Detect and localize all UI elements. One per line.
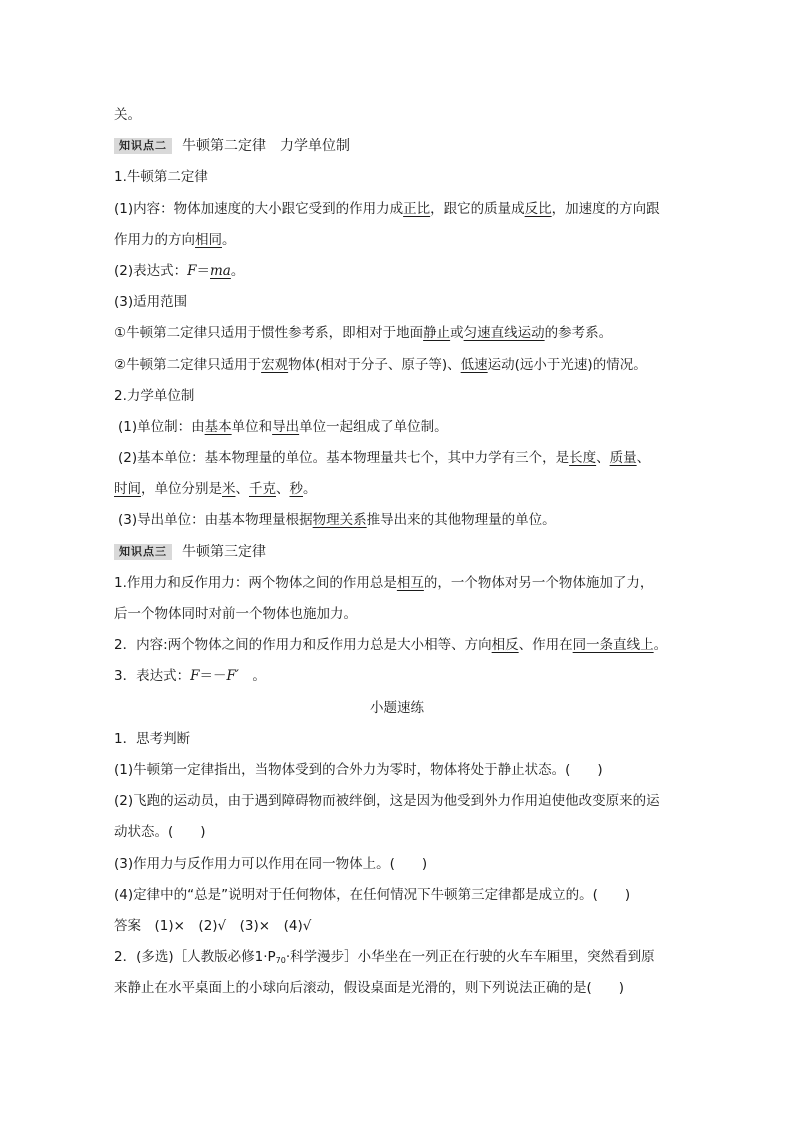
text: 或 — [450, 325, 464, 342]
text-line — [114, 100, 680, 131]
answer-blank: 匀速直线运动 — [463, 325, 545, 342]
answer-blank: 物理关系 — [312, 512, 367, 529]
text: (2)基本单位：基本物理量的单位。基本物理量共七个，其中力学有三个，是 — [118, 450, 570, 467]
text: ＝－ — [199, 668, 227, 685]
section-title: 牛顿第三定律 — [182, 543, 266, 560]
text: 。 — [238, 668, 266, 685]
knowledge-tag: 知识点二 — [114, 138, 172, 154]
text: 后一个物体同时对前一个物体也施加力。 — [114, 606, 357, 622]
text: (1)牛顿第一定律指出，当物体受到的合外力为零时，物体将处于静止状态。( ) — [114, 761, 603, 778]
text: 、 — [596, 450, 610, 467]
text: 、 — [636, 450, 651, 467]
question-item — [114, 817, 680, 848]
subheading — [114, 381, 680, 412]
text: 2.力学单位制 — [114, 387, 195, 404]
text: (4)定律中的“总是”说明对于任何物体，在任何情况下牛顿第三定律都是成立的。( ) — [114, 886, 631, 903]
text: (2)表达式： — [114, 262, 188, 279]
text: (3)导出单位：由基本物理量根据 — [118, 512, 313, 529]
answer-blank: 长度 — [569, 450, 597, 467]
text: (2)飞跑的运动员，由于遇到障碍物而被绊倒，这是因为他受到外力作用迫使他改变原来的运 — [114, 793, 660, 810]
answer-blank: 相互 — [396, 574, 424, 591]
text-line — [114, 194, 680, 225]
text-line — [114, 287, 680, 318]
answer-blank: 千克 — [249, 481, 276, 498]
text: (3)作用力与反作用力可以作用在同一物体上。( ) — [114, 855, 428, 872]
question — [114, 724, 680, 755]
text: 小题速练 — [370, 699, 424, 716]
text: (3)适用范围 — [114, 294, 188, 311]
text: 的，一个物体对另一个物体施加了力， — [423, 574, 654, 591]
text: 1.牛顿第二定律 — [114, 169, 208, 186]
section-title: 牛顿第二定律 力学单位制 — [182, 138, 350, 155]
text: 推导出来的其他物理量的单位。 — [366, 512, 556, 529]
text: (1)内容：物体加速度的大小跟它受到的作用力成 — [114, 200, 404, 217]
text: ·科学漫步］小华坐在一列正在行驶的火车车厢里，突然看到原 — [285, 949, 655, 966]
text: 、 — [235, 481, 249, 498]
answer-blank: 静止 — [423, 325, 451, 342]
page-subscript: 70 — [275, 956, 286, 966]
text-line — [114, 225, 680, 256]
text: 答案 (1)× (2)√ (3)× (4)√ — [114, 917, 312, 934]
text: 1.作用力和反作用力：两个物体之间的作用总是 — [114, 574, 397, 591]
text: 运动(远小于光速)的情况。 — [487, 356, 647, 373]
text: 、作用在 — [518, 637, 573, 654]
text: 单位和 — [231, 418, 273, 435]
text: ②牛顿第二定律只适用于 — [114, 356, 262, 373]
text-line — [114, 318, 680, 349]
answer-blank: 基本 — [204, 418, 232, 435]
text: 作用力的方向 — [114, 231, 195, 248]
formula: F — [187, 262, 197, 279]
text-line — [114, 474, 680, 505]
text-line — [114, 568, 680, 599]
question-item — [114, 849, 680, 880]
answer-blank: 宏观 — [261, 356, 289, 373]
answer-blank: 质量 — [609, 450, 637, 467]
text-line — [114, 256, 680, 287]
text-line — [114, 443, 680, 474]
question — [114, 942, 680, 973]
text: (1)单位制：由 — [118, 418, 205, 435]
answer-blank: 秒 — [289, 481, 303, 498]
text: ＝ — [196, 262, 210, 279]
text: 。 — [230, 262, 245, 279]
text: 单位一起组成了单位制。 — [299, 418, 448, 435]
text-line — [114, 505, 680, 536]
question — [114, 973, 680, 1004]
answer-blank: 相同 — [195, 231, 222, 248]
text: 物体(相对于分子、原子等)、 — [288, 356, 461, 373]
text: ，单位分别是 — [141, 481, 222, 498]
text: 。 — [222, 231, 236, 248]
section-heading-k3 — [114, 537, 680, 568]
text: ，加速度的方向跟 — [551, 200, 660, 217]
subheading — [114, 162, 680, 193]
text: 的参考系。 — [544, 325, 613, 342]
text: ，跟它的质量成 — [430, 200, 525, 217]
text: 。 — [653, 637, 668, 654]
answer-blank: 相反 — [491, 637, 519, 654]
text-line — [114, 599, 680, 630]
text: 2．内容:两个物体之间的作用力和反作用力总是大小相等、方向 — [114, 637, 492, 654]
text: 来静止在水平桌面上的小球向后滚动，假设桌面是光滑的，则下列说法正确的是( ) — [114, 980, 625, 997]
text-line — [114, 661, 680, 692]
answer-blank: 导出 — [272, 418, 300, 435]
formula: F — [190, 668, 200, 685]
answer-blank: 米 — [222, 481, 236, 498]
answer-blank: 正比 — [403, 200, 431, 217]
text: 3．表达式： — [114, 668, 191, 685]
text: 动状态。( ) — [114, 824, 206, 841]
answer-blank: 低速 — [460, 356, 488, 373]
answer-blank: 同一条直线上 — [572, 637, 654, 654]
document-page — [114, 100, 680, 1004]
answer-line — [114, 911, 680, 942]
section-heading-k2 — [114, 131, 680, 162]
text-line — [114, 350, 680, 381]
text: 1．思考判断 — [114, 730, 191, 747]
text: ①牛顿第二定律只适用于惯性参考系，即相对于地面 — [114, 325, 424, 342]
question-item — [114, 755, 680, 786]
text-line — [114, 412, 680, 443]
answer-blank: 时间 — [114, 481, 141, 498]
knowledge-tag: 知识点三 — [114, 544, 172, 560]
text: 2．(多选)［人教版必修1·P — [114, 949, 276, 966]
text: 。 — [303, 481, 317, 498]
answer-blank: ma — [210, 262, 231, 279]
question-item — [114, 880, 680, 911]
quick-practice-title — [114, 693, 680, 724]
text-line — [114, 630, 680, 661]
formula: F′ — [226, 668, 239, 685]
answer-blank: 反比 — [524, 200, 552, 217]
question-item — [114, 786, 680, 817]
text: 、 — [276, 481, 290, 498]
text: 关。 — [114, 107, 141, 123]
